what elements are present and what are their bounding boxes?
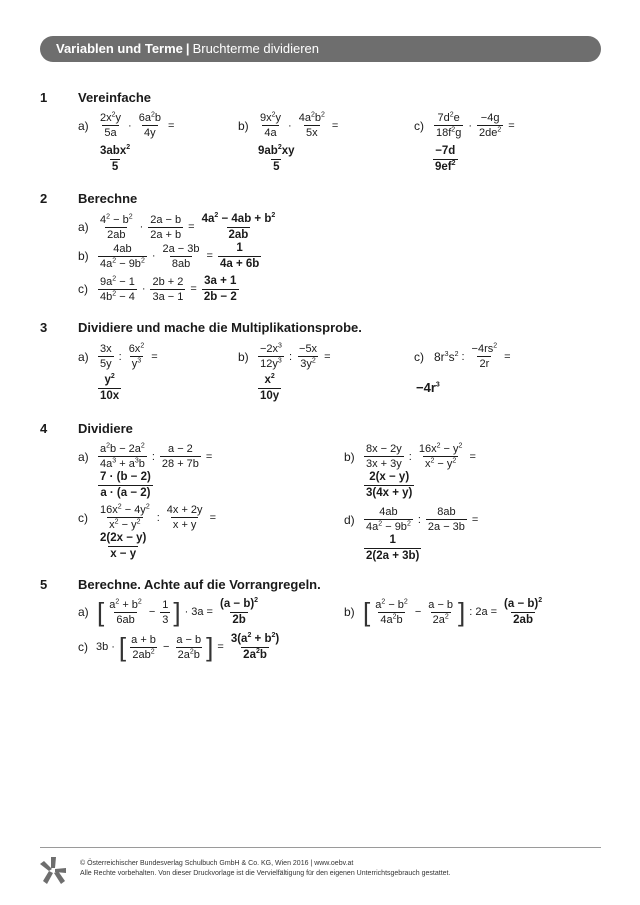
- exercise-4c: c) $\frac{16x^2 - 4y^2}{x^2 - y^2}$ : $\frac{4x + 2y}{x + y}$ =: [78, 503, 216, 532]
- label-c: c): [78, 282, 88, 297]
- exercise-3c: c) $8r^3s^2$ : $\frac{-4rs^2}{2r}$ =: [414, 342, 511, 371]
- label-a: a): [78, 118, 89, 133]
- label-d: d): [344, 512, 355, 527]
- exercise-3-number: 3: [40, 320, 48, 335]
- exercise-3b: b) $\frac{-2x^3}{12y^3}$ : $\frac{-5x}{3y^2}$ =: [238, 342, 331, 371]
- publisher-logo-icon: [38, 856, 68, 886]
- page-header: [40, 36, 601, 62]
- exercise-3b-answer: $\frac{x^2}{10y}$: [260, 373, 280, 402]
- exercise-4c-answer: $\frac{2(2x - y)}{x - y}$: [100, 532, 147, 560]
- exercise-1c-answer: $\frac{-7d}{9ef^2}$: [435, 145, 456, 173]
- exercise-4a-answer: $\frac{7 \cdot (b - 2)}{a \cdot (a - 2)}$: [100, 471, 151, 499]
- exercise-5c: c) 3b · [ $\frac{a + b}{2ab^2}$ − $\frac{a - b}{2a^2b}$ ] = $\frac{3(a^2 + b^2)}{2a^2b}$: [78, 632, 280, 663]
- exercise-1b: b) $\frac{9x^2y}{4a}$ · $\frac{4a^2b^2}{5x}$ =: [238, 111, 339, 140]
- exercise-4-title: Dividiere: [78, 421, 133, 436]
- exercise-4b: b) $\frac{8x - 2y}{3x + 3y}$ : $\frac{16x^2 - y^2}{x^2 - y^2}$ =: [344, 442, 476, 471]
- exercise-5a: a) [ $\frac{a^2 + b^2}{6ab}$ − $\frac{1}{3}$ ] · 3a = $\frac{(a - b)^2}{2b}$: [78, 597, 259, 628]
- footer-copyright: © Österreichischer Bundesverlag Schulbuch GmbH & Co. KG, Wien 2016 | www.oebv.at: [80, 860, 354, 867]
- label-a: a): [78, 220, 89, 235]
- exercise-3c-answer: $-4r^3$: [416, 380, 440, 395]
- exercise-5b: b) [ $\frac{a^2 - b^2}{4a^2b}$ − $\frac{a - b}{2a^2}$ ] : 2a = $\frac{(a - b)^2}{2ab}$: [344, 597, 543, 628]
- exercise-4d-answer: $\frac{1}{2(2a + 3b)}$: [366, 534, 420, 562]
- label-a: a): [78, 449, 89, 464]
- label-b: b): [344, 449, 355, 464]
- exercise-5-title: Berechne. Achte auf die Vorrangregeln.: [78, 577, 321, 592]
- exercise-2-number: 2: [40, 191, 48, 206]
- exercise-1b-answer: $\frac{9ab^2xy}{5}$: [258, 144, 295, 173]
- label-c: c): [78, 640, 88, 655]
- exercise-3a: a) $\frac{3x}{5y}$ : $\frac{6x^2}{y^3}$ =: [78, 342, 158, 371]
- label-a: a): [78, 605, 89, 620]
- exercise-5-number: 5: [40, 577, 48, 592]
- exercise-3a-answer: $\frac{y^2}{10x}$: [100, 373, 120, 402]
- exercise-4a: a) $\frac{a^2b - 2a^2}{4a^3 + a^3b}$ : $\frac{a - 2}{28 + 7b}$ =: [78, 442, 213, 471]
- exercise-2b: b) $\frac{4ab}{4a^2 - 9b^2}$ · $\frac{2a - 3b}{8ab}$ = $\frac{1}{4a + 6b}$: [78, 242, 260, 270]
- header-topic: Variablen und Terme: [56, 41, 183, 56]
- label-c: c): [414, 118, 424, 133]
- label-b: b): [238, 349, 249, 364]
- exercise-4d: d) $\frac{4ab}{4a^2 - 9b^2}$ : $\frac{8ab}{2a - 3b}$ =: [344, 506, 479, 534]
- label-a: a): [78, 349, 89, 364]
- header-subtopic: Bruchterme dividieren: [192, 41, 320, 56]
- exercise-2-title: Berechne: [78, 191, 138, 206]
- footer-rights: Alle Rechte vorbehalten. Von dieser Druckvorlage ist die Vervielfältigung für den eigenen Unterrichtsgebrauch gestattet.: [80, 870, 451, 878]
- exercise-2a: a) $\frac{4^2 - b^2}{2ab}$ · $\frac{2a - b}{2a + b}$ = $\frac{4a^2 - 4ab + b^2}{2ab}$: [78, 212, 276, 241]
- footer-divider: [40, 847, 601, 848]
- exercise-1a: a) $\frac{2x^2y}{5a}$ · $\frac{6a^2b}{4y}$ =: [78, 111, 175, 140]
- label-b: b): [344, 605, 355, 620]
- exercise-1a-answer: $\frac{3abx^2}{5}$: [100, 144, 131, 173]
- label-b: b): [238, 118, 249, 133]
- exercise-1c: c) $\frac{7d^2e}{18f^2g}$ · $\frac{-4g}{2de^2}$ =: [414, 111, 515, 140]
- exercise-4b-answer: $\frac{2(x - y)}{3(4x + y)}$: [366, 471, 413, 499]
- exercise-1-number: 1: [40, 90, 48, 105]
- label-c: c): [78, 510, 88, 525]
- label-b: b): [78, 249, 89, 264]
- footer-text: [80, 859, 450, 879]
- header-separator: |: [185, 41, 190, 56]
- exercise-4-number: 4: [40, 421, 48, 436]
- exercise-2c: c) $\frac{9a^2 - 1}{4b^2 - 4}$ · $\frac{2b + 2}{3a - 1}$ = $\frac{3a + 1}{2b - 2}$: [78, 274, 237, 303]
- exercise-1-title: Vereinfache: [78, 90, 151, 105]
- label-c: c): [414, 349, 424, 364]
- exercise-3-title: Dividiere und mache die Multiplikationsprobe.: [78, 320, 362, 335]
